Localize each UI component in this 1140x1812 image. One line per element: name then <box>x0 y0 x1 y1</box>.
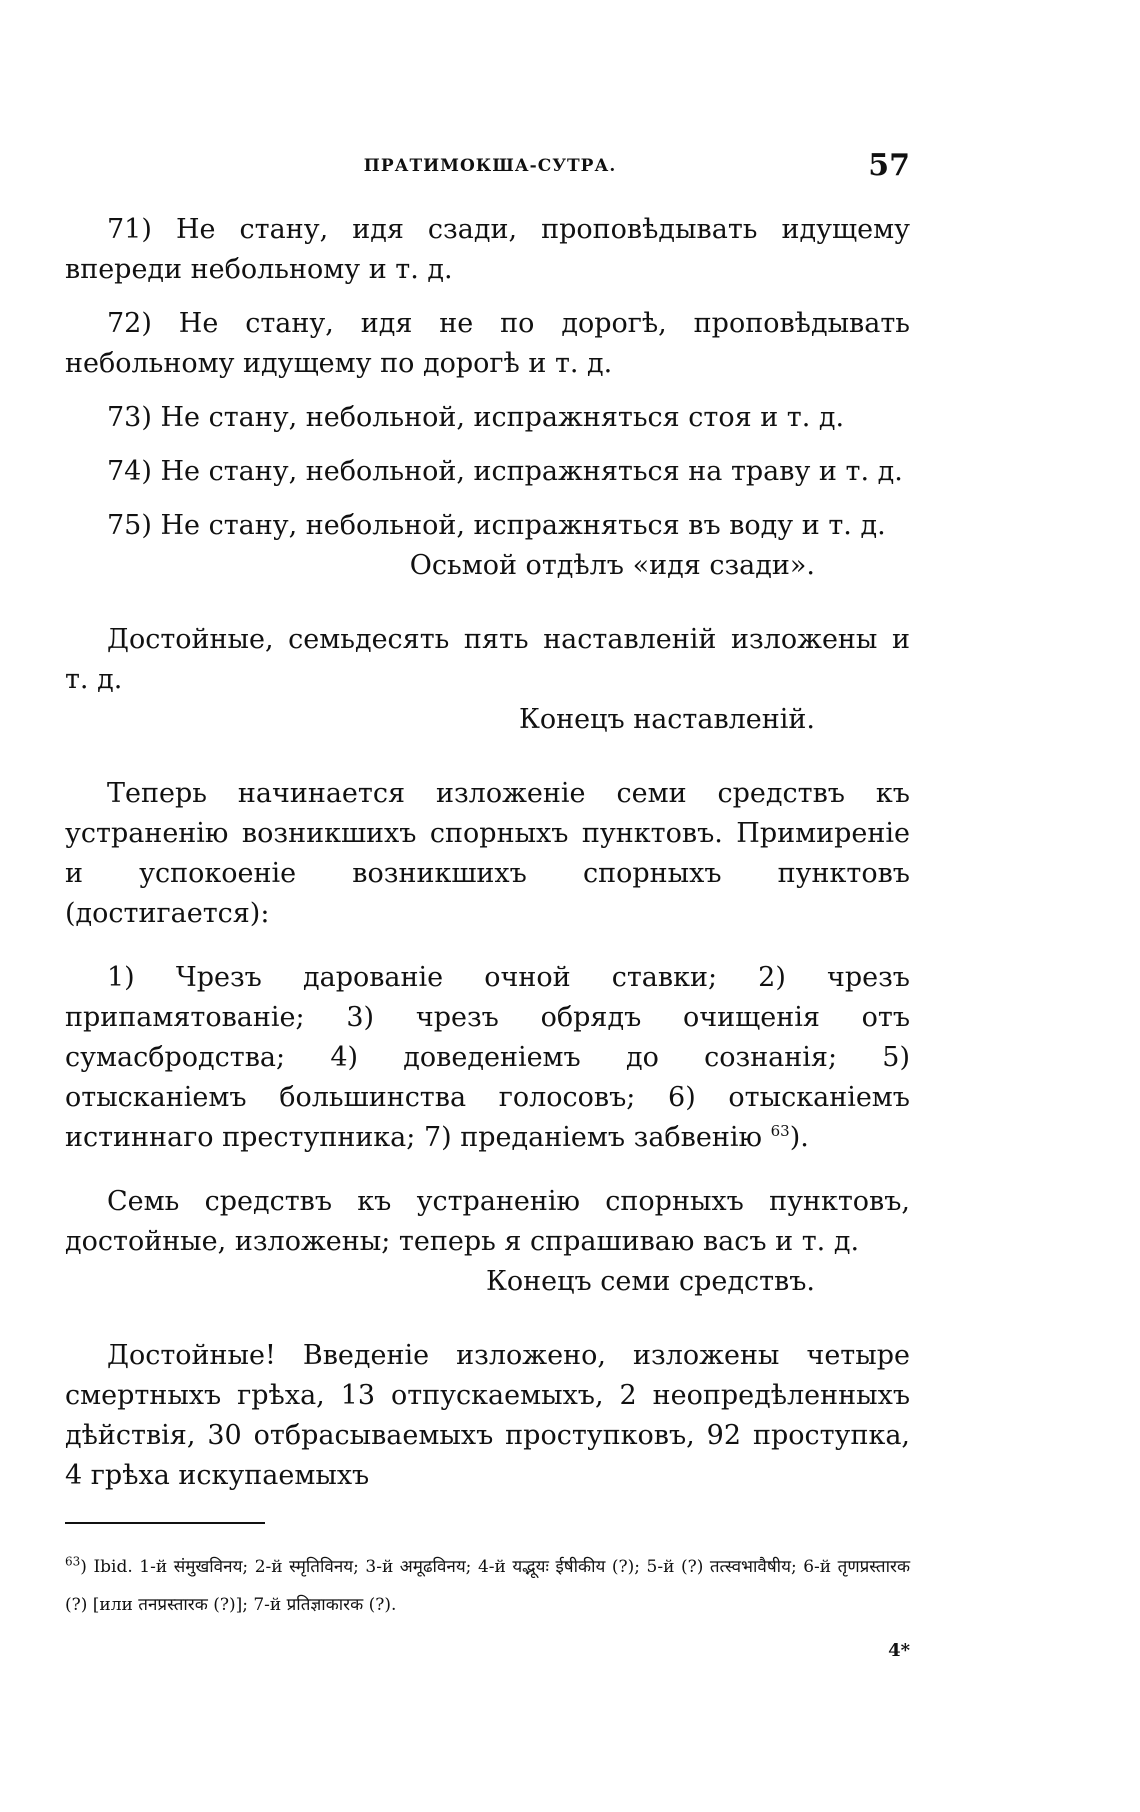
footnote-63 <box>65 1548 910 1624</box>
rule-71: 71) Не стану, идя сзади, проповѣдывать идущему впереди небольному и т. д. <box>65 214 910 285</box>
seven-means-list-paragraph <box>65 958 910 1158</box>
rule-75: 75) Не стану, небольной, испражняться въ воду и т. д. <box>107 510 886 541</box>
end-seven-means-heading: Конецъ семи средствъ. <box>486 1266 815 1297</box>
rule-73: 73) Не стану, небольной, испражняться стоя и т. д. <box>107 402 845 433</box>
final-paragraph: Достойные! Введеніе изложено, изложены четыре смертныхъ грѣха, 13 отпускаемыхъ, 2 неопредѣленныхъ дѣйствія, 30 отбрасываемыхъ проступковъ, 92 проступка, 4 грѣха искупаемыхъ <box>65 1340 910 1491</box>
running-title: ПРАТИМОКША-СУТРА. <box>363 156 617 176</box>
intro-seven-means-paragraph: Теперь начинается изложеніе семи средствъ къ устраненію возникшихъ спорныхъ пунктовъ. Примиреніе и успокоеніе возникшихъ спорныхъ пунктовъ (достигается): <box>65 778 910 929</box>
summary-paragraph: Достойные, семьдесять пять наставленій изложены и т. д. <box>65 624 910 695</box>
signature-mark: 4* <box>888 1640 910 1661</box>
rule-72: 72) Не стану, идя не по дорогѣ, проповѣдывать небольному идущему по дорогѣ и т. д. <box>65 308 910 379</box>
page-number: 57 <box>868 148 910 183</box>
end-instructions-heading: Конецъ наставленій. <box>518 704 815 735</box>
seven-means-list-end: ). <box>789 1122 809 1153</box>
seven-means-summary-paragraph: Семь средствъ къ устраненію спорныхъ пунктовъ, достойные, изложены; теперь я спрашиваю васъ и т. д. <box>65 1186 910 1257</box>
seven-means-list-text: 1) Чрезъ дарованіе очной ставки; 2) чрезъ припамятованіе; 3) чрезъ обрядъ очищенія отъ сумасбродства; 4) доведеніемъ до сознанія; 5) отысканіемъ большинства голосовъ; 6) отысканіемъ истиннаго преступника; 7) преданіемъ забвенію <box>65 962 910 1153</box>
footnote-mark: 63 <box>65 1554 81 1569</box>
section-end-heading: Осьмой отдѣлъ «идя сзади». <box>409 550 815 581</box>
running-head <box>70 148 910 184</box>
footnote-separator <box>65 1522 265 1524</box>
page-body <box>65 210 910 1496</box>
footnote-reference[interactable]: 63 <box>770 1122 790 1140</box>
rule-74: 74) Не стану, небольной, испражняться на траву и т. д. <box>107 456 903 487</box>
footnote-text: ) Ibid. 1-й संमुखविनय; 2-й स्मृतिविनय; 3-й अमूढविनय; 4-й यद्भूयः ईषीकीय (?); 5-й (?) तत्स्वभावैषीय; 6-й तृणप्रस्तारक (?) [или तनप्रस्तारक (?)]; 7-й प्रतिज्ञाकारक (?). <box>65 1557 910 1615</box>
